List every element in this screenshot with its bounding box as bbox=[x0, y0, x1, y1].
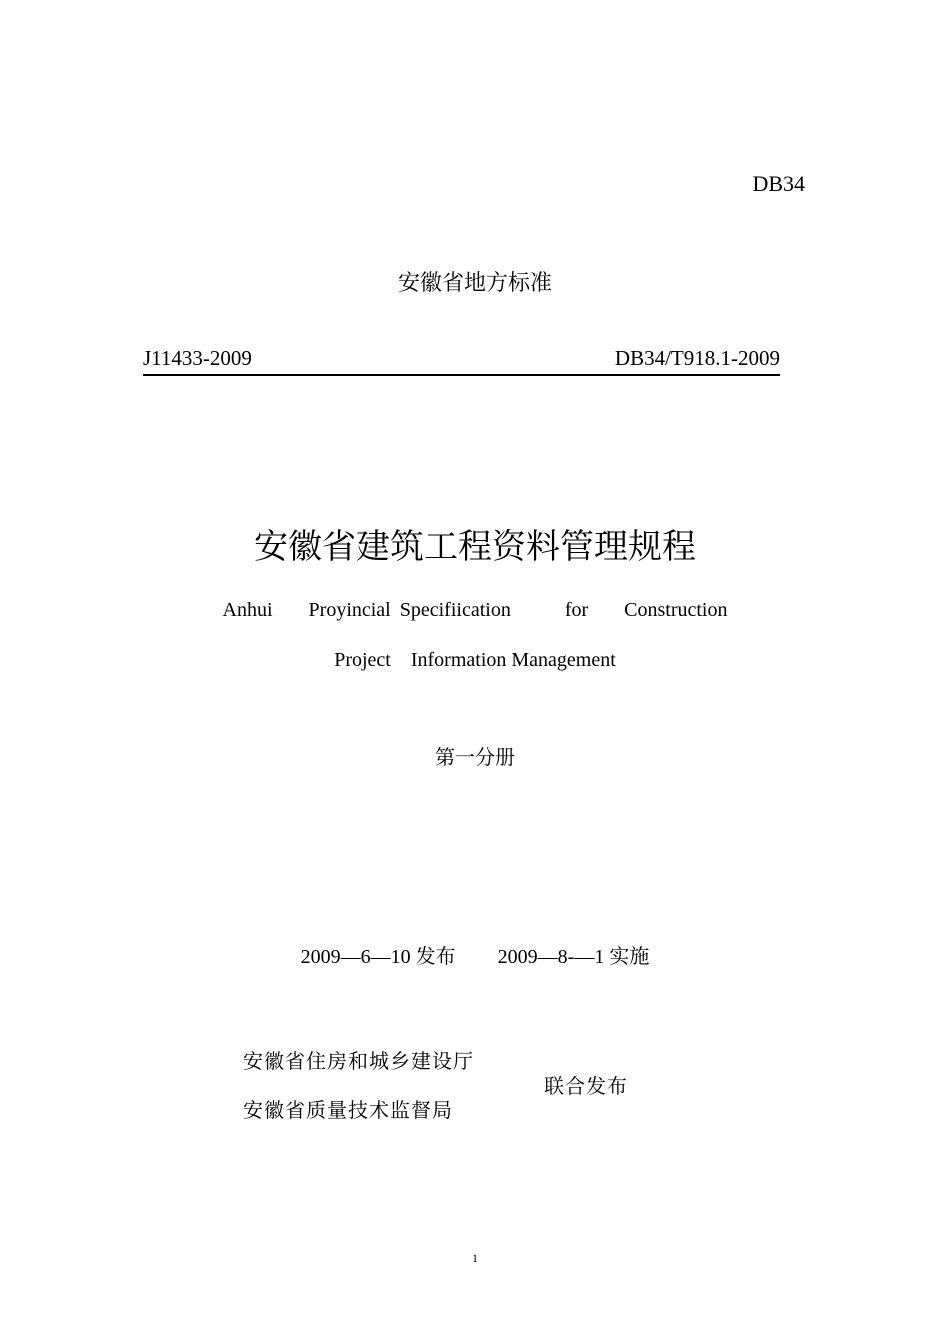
issuer-housing-department: 安徽省住房和城乡建设厅 bbox=[243, 1051, 474, 1073]
issuer-quality-bureau: 安徽省质量技术监督局 bbox=[243, 1100, 453, 1122]
record-number: J11433-2009 bbox=[143, 346, 252, 370]
page-number: 1 bbox=[472, 1251, 478, 1265]
document-title-chinese: 安徽省建筑工程资料管理规程 bbox=[254, 529, 696, 566]
dates-row bbox=[0, 943, 950, 971]
standard-number: DB34/T918.1-2009 bbox=[614, 346, 780, 370]
standard-code: DB34 bbox=[752, 171, 805, 196]
implement-date: 2009—8-—1 实施 bbox=[497, 946, 650, 968]
standard-type: 安徽省地方标准 bbox=[397, 270, 552, 295]
document-title-english-line1: Anhui Proyincial Specifiication for Construction bbox=[222, 599, 728, 621]
document-title-english-line2: Project Information Management bbox=[334, 649, 616, 671]
volume-label: 第一分册 bbox=[435, 747, 515, 769]
standard-numbers-row bbox=[143, 344, 780, 376]
joint-publish-label: 联合发布 bbox=[544, 1076, 628, 1098]
publish-date: 2009—6—10 发布 bbox=[300, 946, 456, 968]
